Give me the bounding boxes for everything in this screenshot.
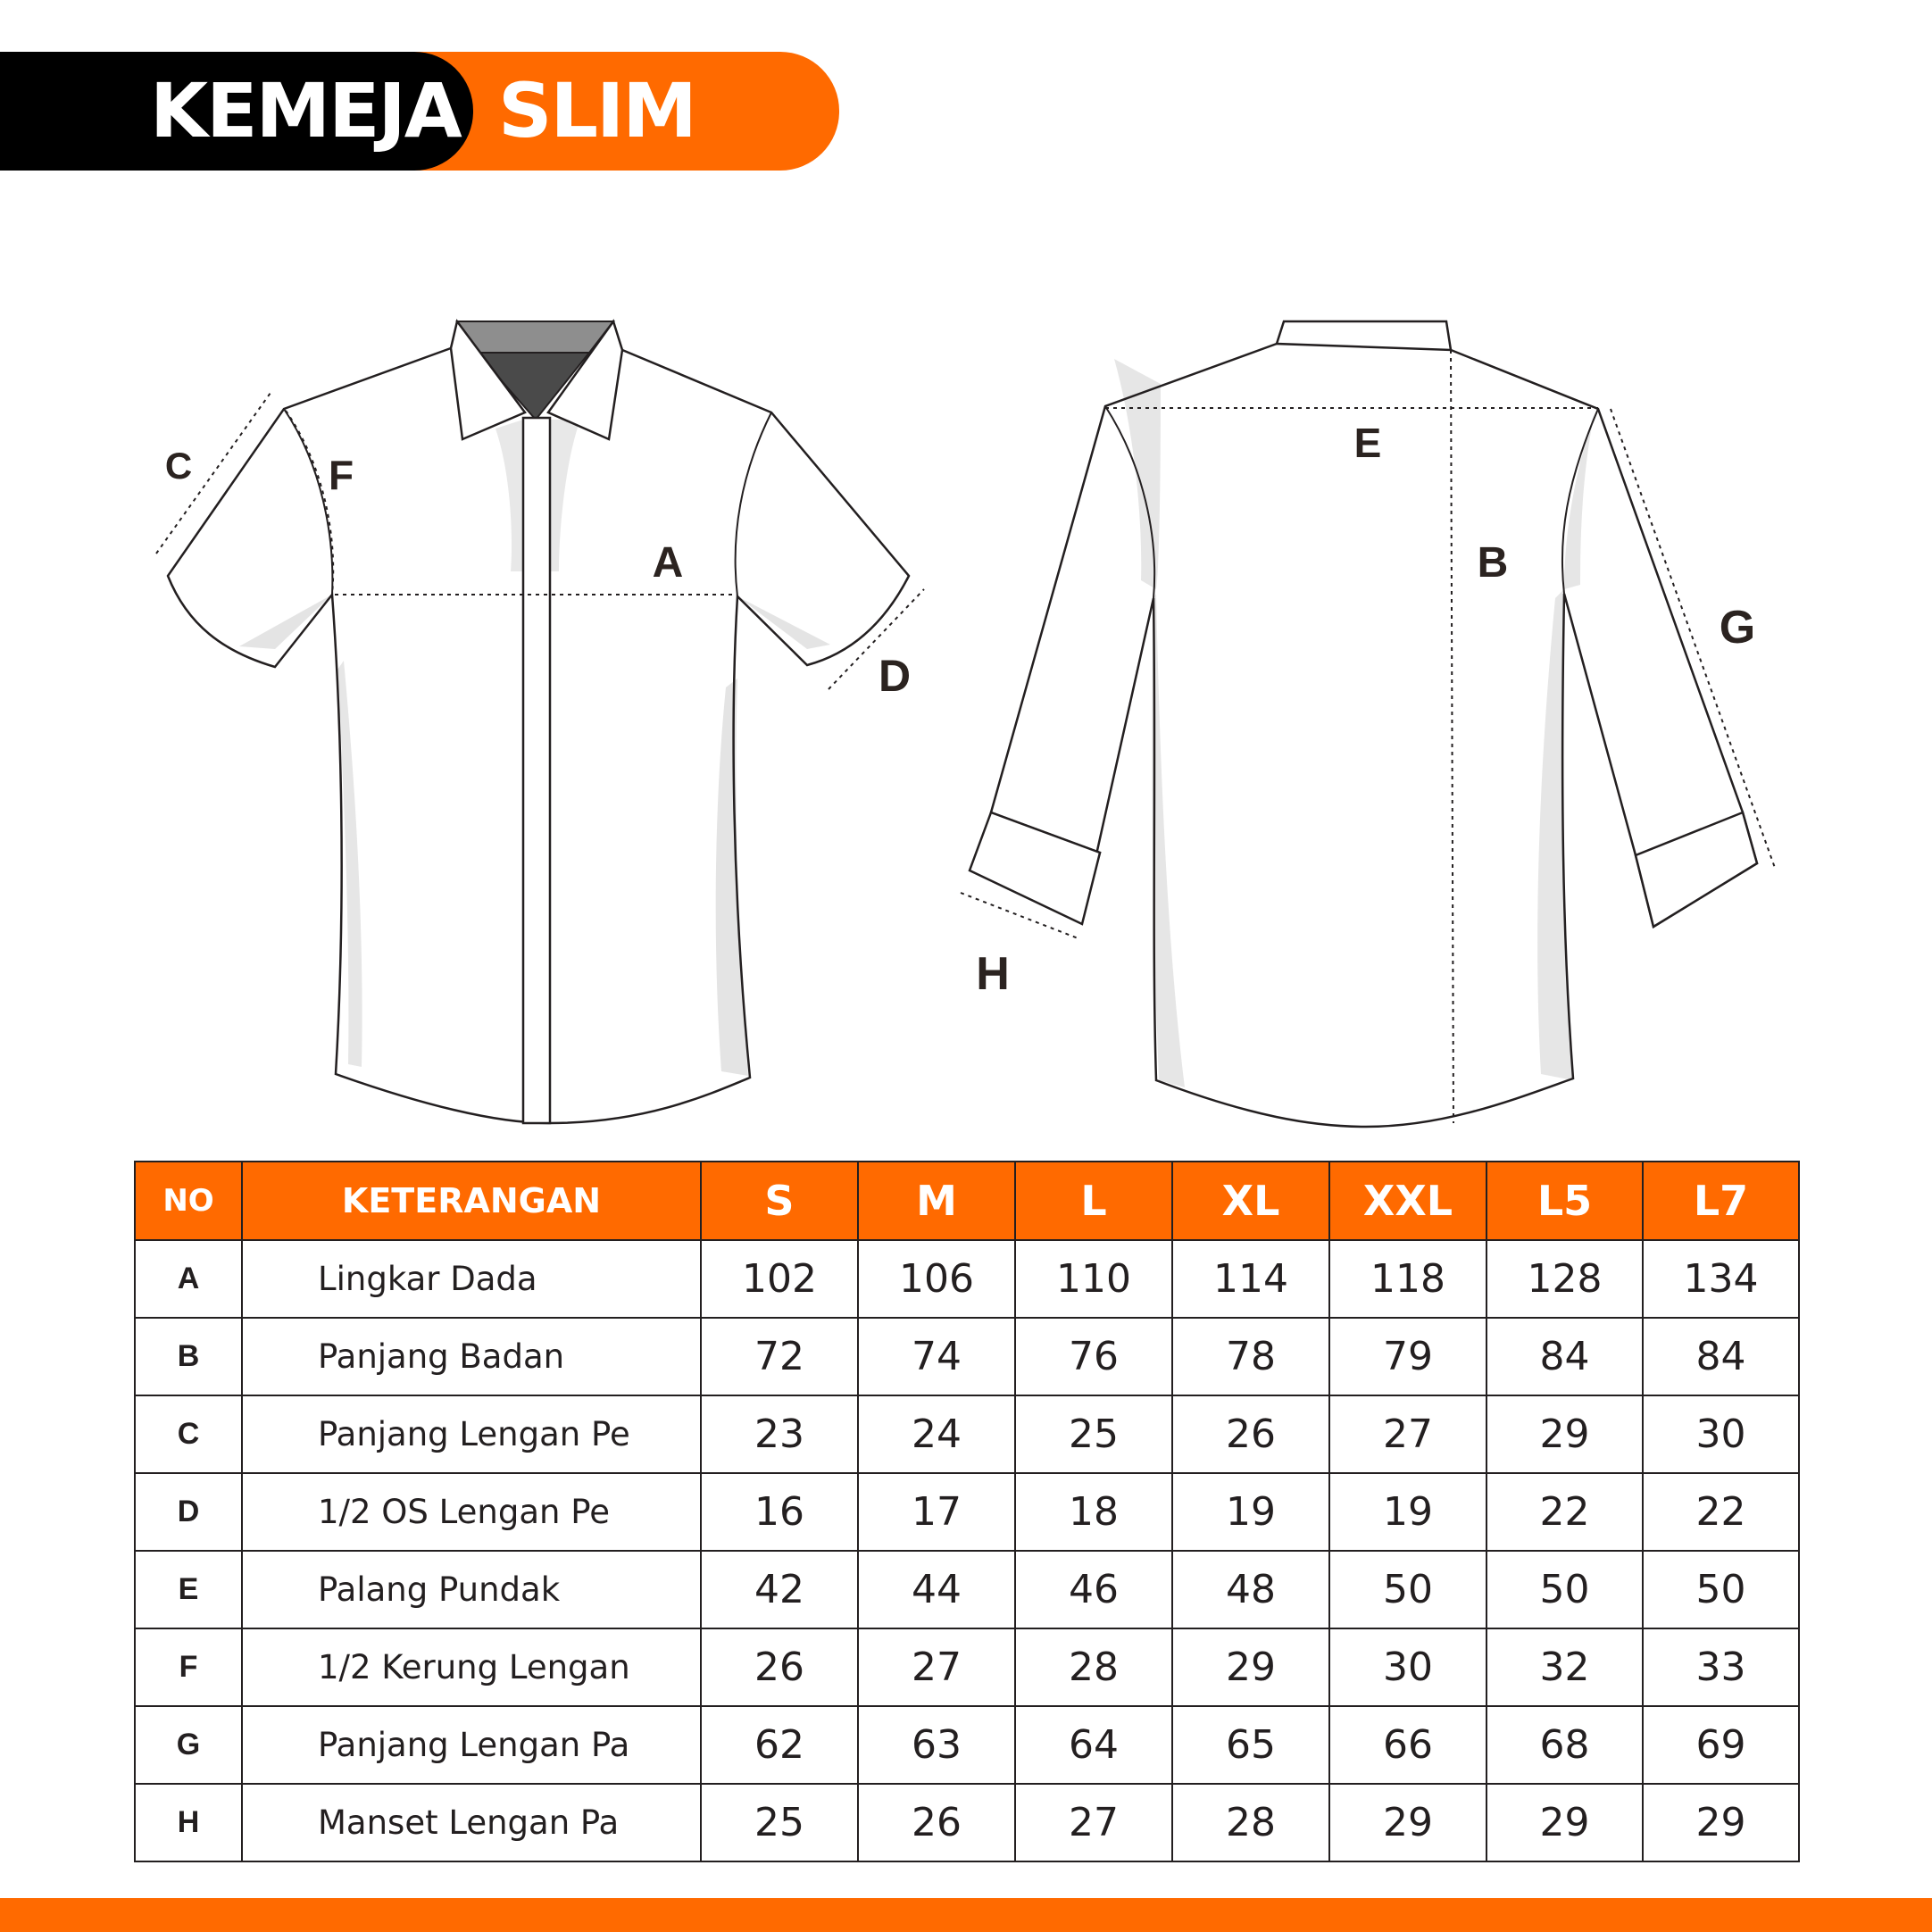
front-placket-left-shade: [495, 420, 523, 571]
label-c: C: [164, 445, 193, 487]
cell-value: 79: [1329, 1318, 1486, 1395]
title-slim-fit: SLIM FIT: [498, 67, 695, 273]
front-right-side-shade: [716, 679, 748, 1076]
front-left-sleeve-shade: [239, 595, 332, 649]
cell-value: 28: [1172, 1784, 1329, 1861]
table-row: [135, 1706, 1799, 1784]
size-table: [134, 1161, 1800, 1862]
cell-value: 16: [701, 1473, 858, 1551]
collar-band: [457, 321, 613, 353]
cell-value: 84: [1643, 1318, 1799, 1395]
cell-value: 50: [1329, 1551, 1486, 1628]
header-size-m: M: [858, 1162, 1015, 1240]
cell-value: 32: [1486, 1628, 1643, 1706]
row-desc: 1/2 OS Lengan Pe: [242, 1473, 701, 1551]
row-no: G: [135, 1706, 242, 1784]
cell-value: 72: [701, 1318, 858, 1395]
cell-value: 64: [1015, 1706, 1172, 1784]
cell-value: 19: [1329, 1473, 1486, 1551]
row-no: B: [135, 1318, 242, 1395]
cell-value: 66: [1329, 1706, 1486, 1784]
cell-value: 29: [1172, 1628, 1329, 1706]
cell-value: 25: [1015, 1395, 1172, 1473]
row-desc: Panjang Lengan Pa: [242, 1706, 701, 1784]
cell-value: 26: [858, 1784, 1015, 1861]
cell-value: 24: [858, 1395, 1015, 1473]
label-g: G: [1719, 602, 1756, 654]
table-row: [135, 1551, 1799, 1628]
row-desc: Manset Lengan Pa: [242, 1784, 701, 1861]
table-row: [135, 1784, 1799, 1861]
row-desc: Panjang Badan: [242, 1318, 701, 1395]
cell-value: 29: [1643, 1784, 1799, 1861]
row-no: C: [135, 1395, 242, 1473]
table-row: [135, 1240, 1799, 1318]
header-size-xl: XL: [1172, 1162, 1329, 1240]
label-a: A: [652, 539, 684, 587]
cell-value: 102: [701, 1240, 858, 1318]
cell-value: 27: [1015, 1784, 1172, 1861]
bottom-accent-bar: [0, 1898, 1932, 1932]
cell-value: 30: [1329, 1628, 1486, 1706]
cell-value: 19: [1172, 1473, 1329, 1551]
cell-value: 134: [1643, 1240, 1799, 1318]
table-row: [135, 1318, 1799, 1395]
row-desc: Palang Pundak: [242, 1551, 701, 1628]
table-header-row: [135, 1162, 1799, 1240]
cell-value: 33: [1643, 1628, 1799, 1706]
row-no: H: [135, 1784, 242, 1861]
row-no: A: [135, 1240, 242, 1318]
row-desc: Panjang Lengan Pe: [242, 1395, 701, 1473]
row-no: D: [135, 1473, 242, 1551]
cell-value: 106: [858, 1240, 1015, 1318]
cell-value: 69: [1643, 1706, 1799, 1784]
cell-value: 22: [1643, 1473, 1799, 1551]
label-e: E: [1353, 420, 1382, 466]
cell-value: 68: [1486, 1706, 1643, 1784]
front-shirt: [156, 321, 924, 1123]
header-size-s: S: [701, 1162, 858, 1240]
cell-value: 46: [1015, 1551, 1172, 1628]
cell-value: 18: [1015, 1473, 1172, 1551]
cell-value: 29: [1486, 1784, 1643, 1861]
measure-line-b: [1451, 350, 1453, 1123]
header-no: NO: [135, 1162, 242, 1240]
cell-value: 128: [1486, 1240, 1643, 1318]
back-left-side-shade: [1152, 594, 1185, 1087]
front-placket: [523, 418, 550, 1123]
cell-value: 84: [1486, 1318, 1643, 1395]
cell-value: 26: [1172, 1395, 1329, 1473]
table-row: [135, 1473, 1799, 1551]
left-cuff: [970, 812, 1100, 924]
row-no: F: [135, 1628, 242, 1706]
cell-value: 62: [701, 1706, 858, 1784]
row-no: E: [135, 1551, 242, 1628]
label-b: B: [1477, 539, 1509, 587]
cell-value: 28: [1015, 1628, 1172, 1706]
back-collar: [1277, 321, 1451, 350]
cell-value: 30: [1643, 1395, 1799, 1473]
cell-value: 44: [858, 1551, 1015, 1628]
cell-value: 110: [1015, 1240, 1172, 1318]
title-kemeja: KEMEJA: [150, 67, 461, 154]
table-row: [135, 1628, 1799, 1706]
cell-value: 29: [1486, 1395, 1643, 1473]
cell-value: 76: [1015, 1318, 1172, 1395]
cell-value: 26: [701, 1628, 858, 1706]
measure-line-f: [286, 411, 333, 595]
cell-value: 118: [1329, 1240, 1486, 1318]
cell-value: 48: [1172, 1551, 1329, 1628]
header-size-xxl: XXL: [1329, 1162, 1486, 1240]
cell-value: 25: [701, 1784, 858, 1861]
cell-value: 50: [1486, 1551, 1643, 1628]
header-size-l5: L5: [1486, 1162, 1643, 1240]
header-size-l7: L7: [1643, 1162, 1799, 1240]
cell-value: 42: [701, 1551, 858, 1628]
cell-value: 29: [1329, 1784, 1486, 1861]
cell-value: 23: [701, 1395, 858, 1473]
front-placket-right-shade: [550, 420, 580, 571]
cell-value: 65: [1172, 1706, 1329, 1784]
table-row: [135, 1395, 1799, 1473]
cell-value: 63: [858, 1706, 1015, 1784]
cell-value: 17: [858, 1473, 1015, 1551]
cell-value: 50: [1643, 1551, 1799, 1628]
row-desc: 1/2 Kerung Lengan: [242, 1628, 701, 1706]
cell-value: 27: [858, 1628, 1015, 1706]
label-h: H: [976, 948, 1010, 1000]
row-desc: Lingkar Dada: [242, 1240, 701, 1318]
header-keterangan: KETERANGAN: [242, 1162, 701, 1240]
front-right-armhole: [736, 412, 771, 596]
cell-value: 114: [1172, 1240, 1329, 1318]
cell-value: 27: [1329, 1395, 1486, 1473]
cell-value: 22: [1486, 1473, 1643, 1551]
label-d: D: [878, 651, 912, 701]
cell-value: 74: [858, 1318, 1015, 1395]
header-size-l: L: [1015, 1162, 1172, 1240]
label-f: F: [328, 452, 354, 498]
cell-value: 78: [1172, 1318, 1329, 1395]
right-cuff: [1636, 812, 1757, 927]
